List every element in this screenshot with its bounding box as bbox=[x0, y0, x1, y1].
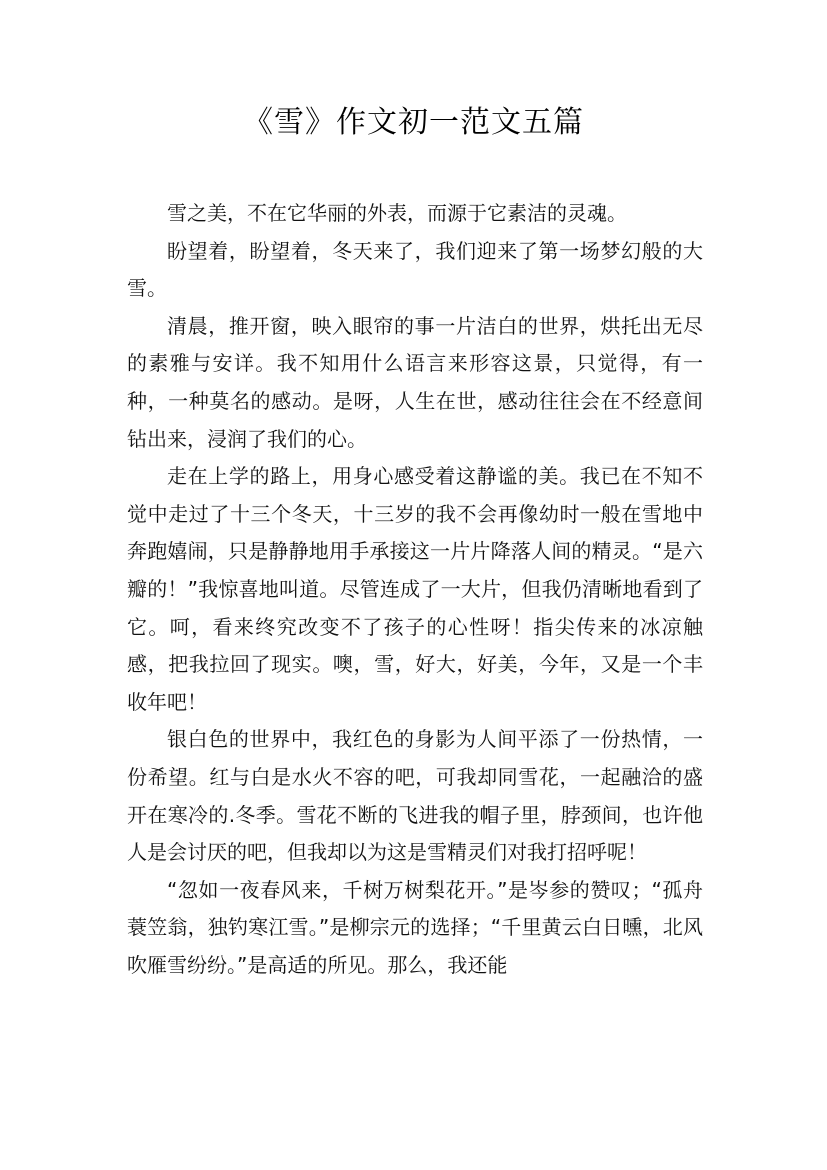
document-title: 《雪》作文初一范文五篇 bbox=[243, 105, 584, 140]
paragraph: 雪之美，不在它华丽的外表，而源于它素洁的灵魂。 bbox=[167, 201, 627, 225]
paragraph: 盼望着，盼望着，冬天来了，我们迎来了第一场梦幻般的大雪。 bbox=[127, 238, 703, 301]
paragraph: 银白色的世界中，我红色的身影为人间平添了一份热情，一份希望。红与白是水火不容的吧，可我却同雪花，一起融洽的盛开在寒冷的.冬季。雪花不断的飞进我的帽子里，脖颈间，也许他人是会讨厌的吧，但我却以为这是雪精灵们对我打招呼呢！ bbox=[127, 727, 703, 865]
paragraph: 清晨，推开窗，映入眼帘的事一片洁白的世界，烘托出无尽的素雅与安详。我不知用什么语言来形容这景，只觉得，有一种，一种莫名的感动。是呀，人生在世，感动往往会在不经意间钻出来，浸润了我们的心。 bbox=[127, 313, 703, 451]
paragraph: “忽如一夜春风来，千树万树梨花开。”是岑参的赞叹；“孤舟蓑笠翁，独钓寒江雪。”是柳宗元的选择；“千里黄云白日曛，北风吹雁雪纷纷。”是高适的所见。那么，我还能 bbox=[127, 877, 703, 977]
paragraph: 走在上学的路上，用身心感受着这静谧的美。我已在不知不觉中走过了十三个冬天，十三岁的我不会再像幼时一般在雪地中奔跑嬉闹，只是静静地用手承接这一片片降落人间的精灵。“是六瓣的！”我惊喜地叫道。尽管连成了一大片，但我仍清晰地看到了它。呵，看来终究改变不了孩子的心性呀！指尖传来的冰凉触感，把我拉回了现实。噢，雪，好大，好美，今年，又是一个丰收年吧！ bbox=[127, 464, 703, 714]
document-body bbox=[127, 195, 703, 984]
